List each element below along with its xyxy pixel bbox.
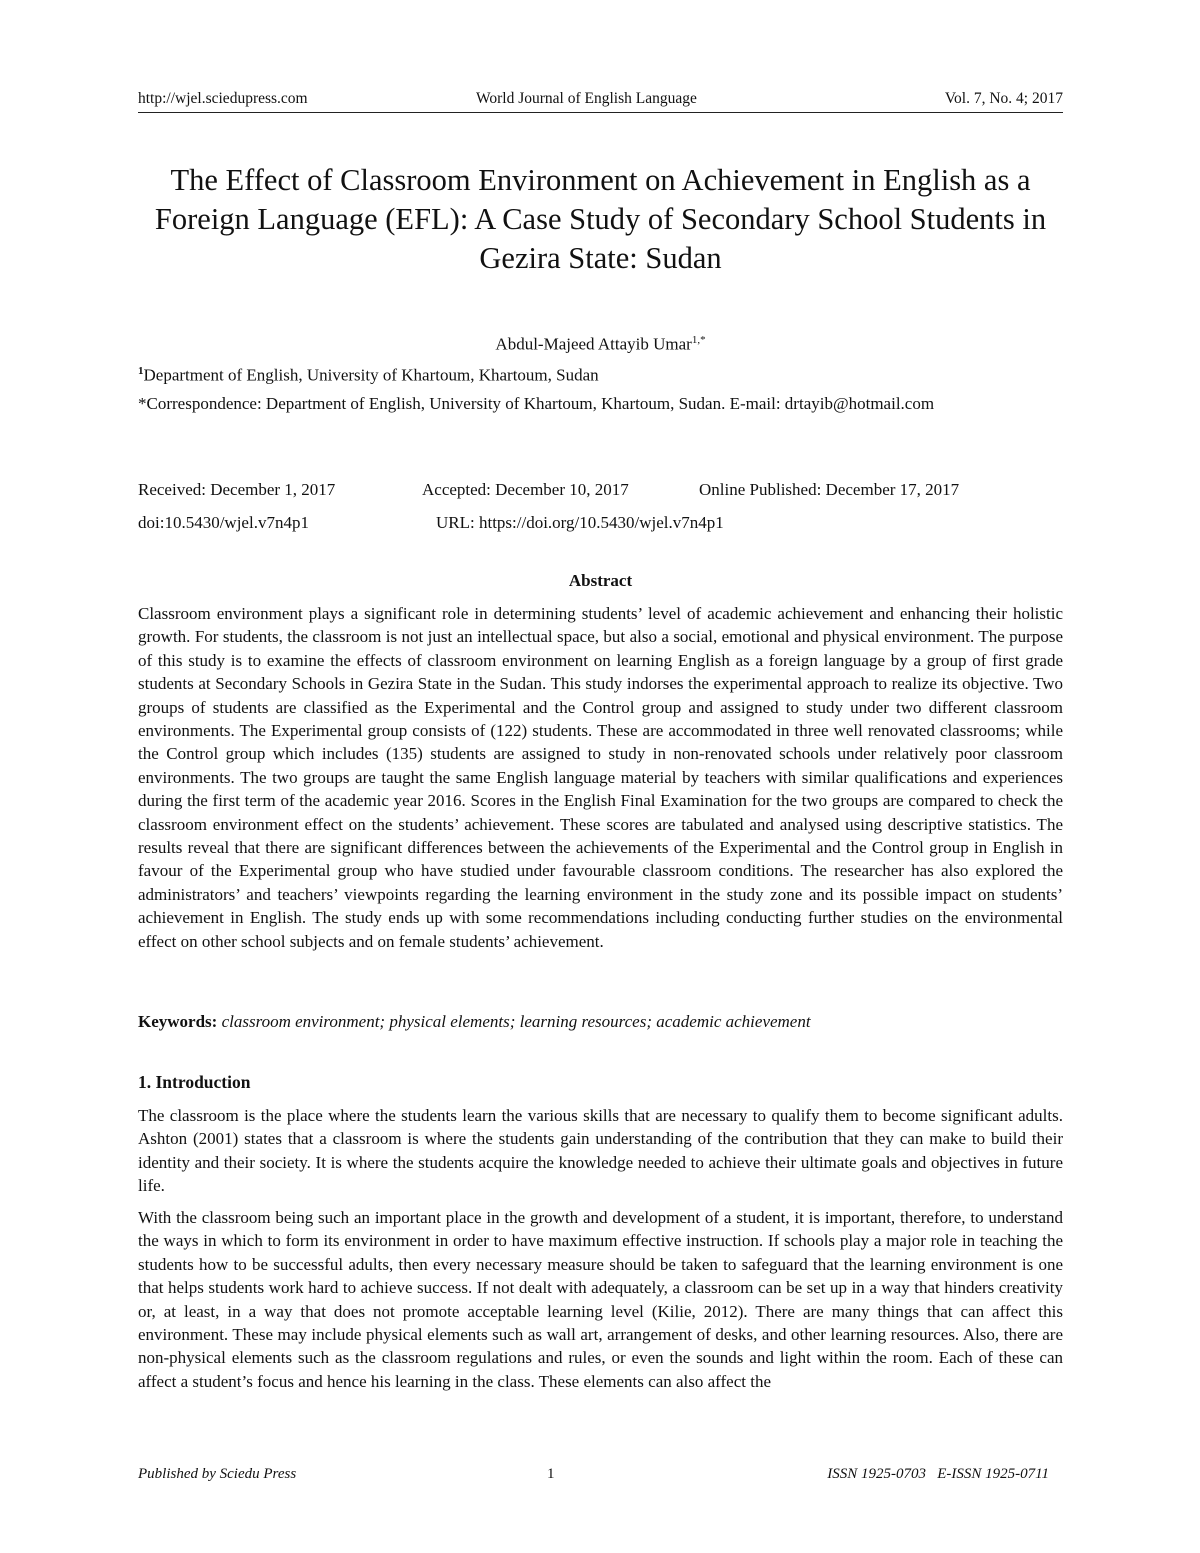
abstract-heading: Abstract bbox=[568, 571, 633, 590]
keywords bbox=[138, 1010, 1063, 1033]
doi-identifier: doi:10.5430/wjel.v7n4p1 bbox=[138, 513, 309, 532]
author-line bbox=[138, 329, 1063, 356]
accepted-date: Accepted: December 10, 2017 bbox=[422, 480, 629, 499]
body-paragraph: With the classroom being such an important place in the growth and development of a student, it is important, therefore, to understand the ways in which to form its environment in order to have maximum effective instruction. If schools play a major role in teaching the students how to be successful adults, then every necessary measure should be taken to safeguard that the learning environment is one that helps students work hard to achieve success. If not dealt with adequately, a classroom can be set up in a way that hinders creativity or, at least, in a way that does not promote acceptable learning level (Kilie, 2012). There are many things that can affect this environment. These may include physical elements such as wall art, arrangement of desks, and other learning resources. Also, there are non-physical elements such as the classroom regulations and rules, or even the sounds and light within the room. Each of these can affect a student’s focus and hence his learning in the class. These elements can also affect the bbox=[138, 1208, 1063, 1391]
affiliation-mark: 1 bbox=[138, 365, 144, 377]
publisher: Published by Sciedu Press bbox=[138, 1466, 297, 1482]
received-date: Received: December 1, 2017 bbox=[138, 480, 336, 499]
page-footer bbox=[138, 1466, 1063, 1488]
abstract-text: Classroom environment plays a significant role in determining students’ level of academic achievement and enhancing their holistic growth. For students, the classroom is not just an intellectual space, but also a social, emotional and physical environment. The purpose of this study is to examine the effects of classroom environment on learning English as a foreign language by a group of first grade students at Secondary Schools in Gezira State in the Sudan. This study indorses the experimental approach to realize its objective. Two groups of students are classified as the Experimental and the Control group and assigned to study under two different classroom environments. The Experimental group consists of (122) students. These are accommodated in three well renovated classrooms; while the Control group which includes (135) students are assigned to study in non-renovated schools under relatively poor classroom environments. The two groups are taught the same English language material by teachers with similar qualifications and experiences during the first term of the academic year 2016. Scores in the English Final Examination for the two groups are compared to check the classroom environment effect on the students’ achievement. These scores are tabulated and analysed using descriptive statistics. The results reveal that there are significant differences between the achievements of the Experimental and the Control group in English in favour of the Experimental group who have studied under favourable classroom conditions. The researcher has also explored the administrators’ and teachers’ viewpoints regarding the learning environment in the study zone and its possible impact on students’ achievement in English. The study ends up with some recommendations including conducting further studies on the environmental effect on other school subjects and on female students’ achievement. bbox=[138, 604, 1063, 951]
affiliation-text: Department of English, University of Khartoum, Khartoum, Sudan bbox=[143, 365, 599, 385]
keywords-list: classroom environment; physical elements; learning resources; academic achievement bbox=[221, 1012, 811, 1031]
section-heading-introduction: 1. Introduction bbox=[138, 1072, 251, 1092]
affiliation bbox=[138, 360, 1063, 387]
journal-url[interactable]: http://wjel.sciedupress.com bbox=[138, 90, 308, 107]
volume-info: Vol. 7, No. 4; 2017 bbox=[944, 90, 1063, 107]
journal-name: World Journal of English Language bbox=[476, 90, 697, 107]
doi-url[interactable]: URL: https://doi.org/10.5430/wjel.v7n4p1 bbox=[436, 513, 724, 532]
author-name: Abdul-Majeed Attayib Umar bbox=[495, 334, 692, 354]
published-date: Online Published: December 17, 2017 bbox=[699, 480, 960, 499]
body-paragraph: The classroom is the place where the students learn the various skills that are necessary to qualify them to become significant adults. Ashton (2001) states that a classroom is where the students gain understanding of the contribution that they can make to build their identity and their society. It is where the students acquire the knowledge needed to achieve their ultimate goals and objectives in future life. bbox=[138, 1106, 1063, 1196]
issn: ISSN 1925-0703 E-ISSN 1925-0711 bbox=[827, 1466, 1049, 1482]
paper-title: The Effect of Classroom Environment on Achievement in English as a Foreign Language (EFL): A Case Study of Secondary School Students in Gezira State: Sudan bbox=[154, 163, 1047, 275]
correspondence: *Correspondence: Department of English, University of Khartoum, Khartoum, Sudan. E-mail: drtayib@hotmail.com bbox=[138, 394, 935, 413]
keywords-label: Keywords: bbox=[138, 1012, 218, 1031]
running-header bbox=[138, 90, 1063, 113]
author-affiliation-mark: 1,* bbox=[691, 334, 706, 346]
page-number: 1 bbox=[547, 1466, 555, 1482]
